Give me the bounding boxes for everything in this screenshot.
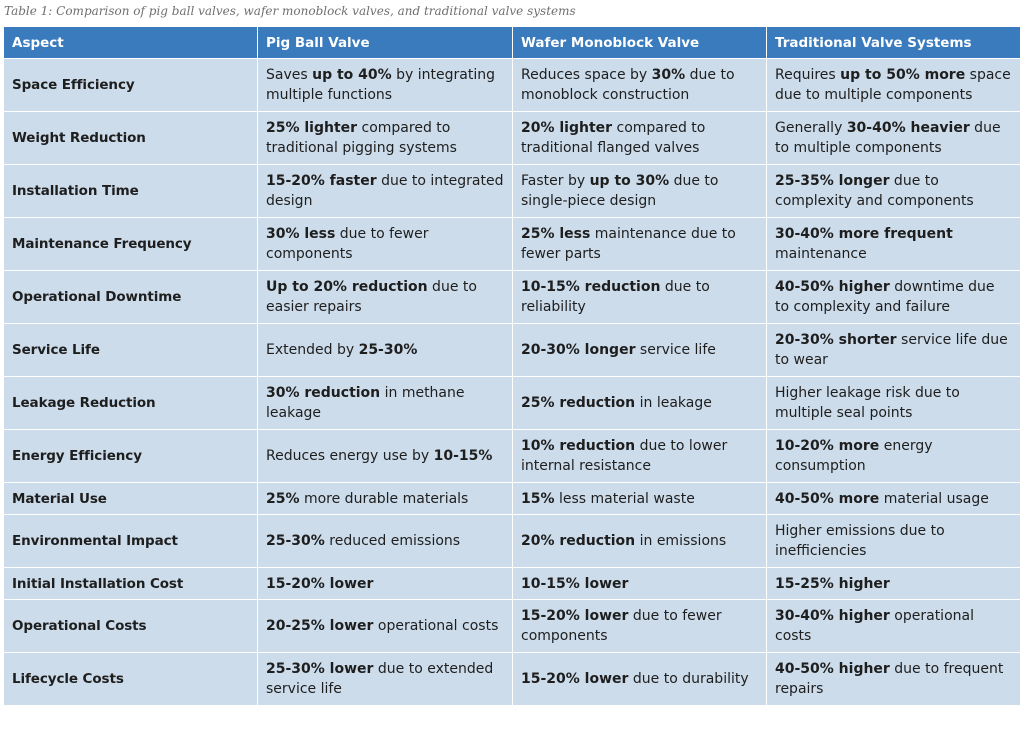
table-row <box>4 515 1021 568</box>
cell-text-post: by integrating multiple functions <box>266 67 495 103</box>
cell-text-post: energy consumption <box>775 438 933 474</box>
cell-aspect: Energy Efficiency <box>4 430 258 483</box>
cell-wafer-monoblock-valve <box>513 165 767 218</box>
cell-text-post: compared to traditional flanged valves <box>521 120 706 156</box>
cell-text-bold: 40-50% more <box>775 490 880 507</box>
cell-pig-ball-valve <box>258 515 513 568</box>
cell-traditional-valve-systems <box>767 165 1021 218</box>
cell-text-bold: 15% <box>521 490 555 507</box>
cell-text-post: more durable materials <box>299 490 469 507</box>
cell-traditional-valve-systems <box>767 271 1021 324</box>
cell-pig-ball-valve <box>258 59 513 112</box>
cell-aspect: Environmental Impact <box>4 515 258 568</box>
cell-wafer-monoblock-valve <box>513 600 767 653</box>
cell-text-post: due to multiple components <box>775 120 1001 156</box>
cell-pig-ball-valve <box>258 483 513 515</box>
cell-text-post: operational costs <box>775 608 974 644</box>
cell-pig-ball-valve <box>258 165 513 218</box>
cell-wafer-monoblock-valve <box>513 568 767 600</box>
cell-text-post: due to monoblock construction <box>521 67 735 103</box>
cell-text-post: reduced emissions <box>324 533 461 549</box>
cell-wafer-monoblock-valve <box>513 59 767 112</box>
cell-aspect: Initial Installation Cost <box>4 568 258 600</box>
table-row <box>4 653 1021 706</box>
header-row <box>4 27 1021 59</box>
table-body <box>4 59 1021 706</box>
cell-text-pre: Generally <box>775 120 847 136</box>
cell-aspect: Operational Costs <box>4 600 258 653</box>
table-row <box>4 271 1021 324</box>
cell-aspect: Material Use <box>4 483 258 515</box>
cell-text-post: service life <box>635 342 716 358</box>
cell-wafer-monoblock-valve <box>513 271 767 324</box>
cell-traditional-valve-systems <box>767 483 1021 515</box>
cell-traditional-valve-systems <box>767 59 1021 112</box>
cell-traditional-valve-systems <box>767 112 1021 165</box>
cell-text-pre: Faster by <box>521 173 590 189</box>
cell-text-pre: Saves <box>266 67 313 83</box>
cell-text-bold: 20% lighter <box>521 120 613 136</box>
cell-traditional-valve-systems <box>767 568 1021 600</box>
cell-text-post: due to frequent repairs <box>775 661 1004 697</box>
cell-text-bold: 15-20% lower <box>266 575 374 592</box>
cell-text-bold: 20-30% shorter <box>775 332 897 348</box>
cell-wafer-monoblock-valve <box>513 515 767 568</box>
cell-text-bold: 15-20% lower <box>521 671 629 687</box>
cell-text-post: in methane leakage <box>266 385 465 421</box>
cell-text-post: due to reliability <box>521 279 710 315</box>
table-row <box>4 218 1021 271</box>
cell-text-bold: 30% <box>651 67 686 83</box>
cell-text-bold: 20% reduction <box>521 533 636 549</box>
comparison-table <box>3 26 1021 706</box>
cell-aspect: Service Life <box>4 324 258 377</box>
cell-pig-ball-valve <box>258 271 513 324</box>
cell-text-bold: 25% reduction <box>521 395 636 411</box>
table-row <box>4 430 1021 483</box>
cell-text-bold: 25% lighter <box>266 120 358 136</box>
cell-text-pre: Reduces space by <box>521 67 652 83</box>
cell-text-post: due to lower internal resistance <box>521 438 728 474</box>
cell-pig-ball-valve <box>258 324 513 377</box>
cell-wafer-monoblock-valve <box>513 483 767 515</box>
cell-traditional-valve-systems <box>767 515 1021 568</box>
cell-text-bold: 30% reduction <box>266 385 381 401</box>
cell-text-pre: Extended by <box>266 342 359 358</box>
cell-text-bold: 30-40% heavier <box>846 120 970 136</box>
cell-text-pre: Higher emissions due to inefficiencies <box>775 523 945 559</box>
cell-traditional-valve-systems <box>767 430 1021 483</box>
cell-text-post: operational costs <box>373 618 499 634</box>
cell-pig-ball-valve <box>258 653 513 706</box>
cell-aspect: Operational Downtime <box>4 271 258 324</box>
cell-text-post: service life due to wear <box>775 332 1008 368</box>
cell-wafer-monoblock-valve <box>513 112 767 165</box>
cell-wafer-monoblock-valve <box>513 324 767 377</box>
cell-aspect: Space Efficiency <box>4 59 258 112</box>
cell-text-bold: 25% less <box>521 226 591 242</box>
cell-wafer-monoblock-valve <box>513 218 767 271</box>
cell-text-bold: 10-20% more <box>775 438 880 454</box>
cell-text-post: downtime due to complexity and failure <box>775 279 995 315</box>
cell-text-post: due to fewer components <box>266 226 429 262</box>
cell-text-bold: 40-50% higher <box>775 661 890 677</box>
cell-traditional-valve-systems <box>767 653 1021 706</box>
cell-pig-ball-valve <box>258 430 513 483</box>
cell-text-bold: Up to 20% reduction <box>266 279 428 295</box>
table-row <box>4 165 1021 218</box>
cell-text-bold: 25% <box>266 490 300 507</box>
cell-text-bold: up to 30% <box>589 173 670 189</box>
cell-text-post: space due to multiple components <box>775 67 1011 103</box>
cell-text-bold: 30-40% higher <box>775 608 890 624</box>
cell-text-post: due to single-piece design <box>521 173 719 209</box>
table-caption: Table 1: Comparison of pig ball valves, wafer monoblock valves, and traditional valve systems <box>4 4 576 18</box>
cell-text-bold: up to 40% <box>312 67 392 83</box>
cell-text-pre: Requires <box>775 67 841 83</box>
cell-traditional-valve-systems <box>767 324 1021 377</box>
cell-pig-ball-valve <box>258 600 513 653</box>
cell-text-bold: 25-30% <box>358 342 418 358</box>
cell-aspect: Leakage Reduction <box>4 377 258 430</box>
cell-text-bold: 25-30% lower <box>266 661 374 677</box>
cell-text-post: compared to traditional pigging systems <box>266 120 457 156</box>
cell-text-pre: Higher leakage risk due to multiple seal points <box>775 385 960 421</box>
cell-text-pre: Reduces energy use by <box>266 448 434 464</box>
cell-text-post: due to integrated design <box>266 173 504 209</box>
cell-wafer-monoblock-valve <box>513 653 767 706</box>
cell-text-bold: 25-30% <box>266 533 325 549</box>
cell-text-bold: 25-35% longer <box>775 173 890 189</box>
cell-text-post: due to durability <box>628 671 749 687</box>
cell-text-post: maintenance <box>775 246 867 262</box>
cell-text-bold: 10-15% lower <box>521 575 629 592</box>
cell-pig-ball-valve <box>258 568 513 600</box>
table-row <box>4 324 1021 377</box>
cell-text-bold: 15-20% faster <box>266 173 377 189</box>
cell-text-post: due to fewer components <box>521 608 722 644</box>
cell-text-bold: 10% reduction <box>521 438 636 454</box>
cell-traditional-valve-systems <box>767 218 1021 271</box>
table-row <box>4 600 1021 653</box>
cell-wafer-monoblock-valve <box>513 377 767 430</box>
header-pig-ball-valve: Pig Ball Valve <box>258 27 513 59</box>
cell-text-post: maintenance due to fewer parts <box>521 226 736 262</box>
cell-traditional-valve-systems <box>767 377 1021 430</box>
cell-text-post: in emissions <box>635 533 727 549</box>
cell-text-post: due to extended service life <box>266 661 494 697</box>
cell-text-post: material usage <box>879 490 989 507</box>
cell-text-post: due to complexity and components <box>775 173 974 209</box>
cell-text-post: less material waste <box>554 490 695 507</box>
table-row <box>4 568 1021 600</box>
cell-text-bold: 20-25% lower <box>266 618 374 634</box>
cell-text-bold: 40-50% higher <box>775 279 890 295</box>
cell-text-bold: 10-15% reduction <box>521 279 661 295</box>
cell-pig-ball-valve <box>258 218 513 271</box>
header-wafer-monoblock-valve: Wafer Monoblock Valve <box>513 27 767 59</box>
cell-aspect: Installation Time <box>4 165 258 218</box>
cell-wafer-monoblock-valve <box>513 430 767 483</box>
cell-text-bold: 30% less <box>266 226 336 242</box>
cell-text-bold: 15-20% lower <box>521 608 629 624</box>
cell-aspect: Maintenance Frequency <box>4 218 258 271</box>
table-row <box>4 112 1021 165</box>
cell-pig-ball-valve <box>258 112 513 165</box>
cell-traditional-valve-systems <box>767 600 1021 653</box>
cell-aspect: Weight Reduction <box>4 112 258 165</box>
cell-text-post: in leakage <box>635 395 712 411</box>
header-traditional-valve-systems: Traditional Valve Systems <box>767 27 1021 59</box>
cell-text-post: due to easier repairs <box>266 279 477 315</box>
cell-text-bold: 30-40% more frequent <box>775 226 953 242</box>
cell-text-bold: 10-15% <box>433 448 493 464</box>
table-row <box>4 483 1021 515</box>
cell-text-bold: 15-25% higher <box>775 575 890 592</box>
cell-pig-ball-valve <box>258 377 513 430</box>
table-row <box>4 377 1021 430</box>
cell-text-bold: 20-30% longer <box>521 342 636 358</box>
cell-text-bold: up to 50% more <box>840 67 966 83</box>
header-aspect: Aspect <box>4 27 258 59</box>
table-row <box>4 59 1021 112</box>
cell-aspect: Lifecycle Costs <box>4 653 258 706</box>
